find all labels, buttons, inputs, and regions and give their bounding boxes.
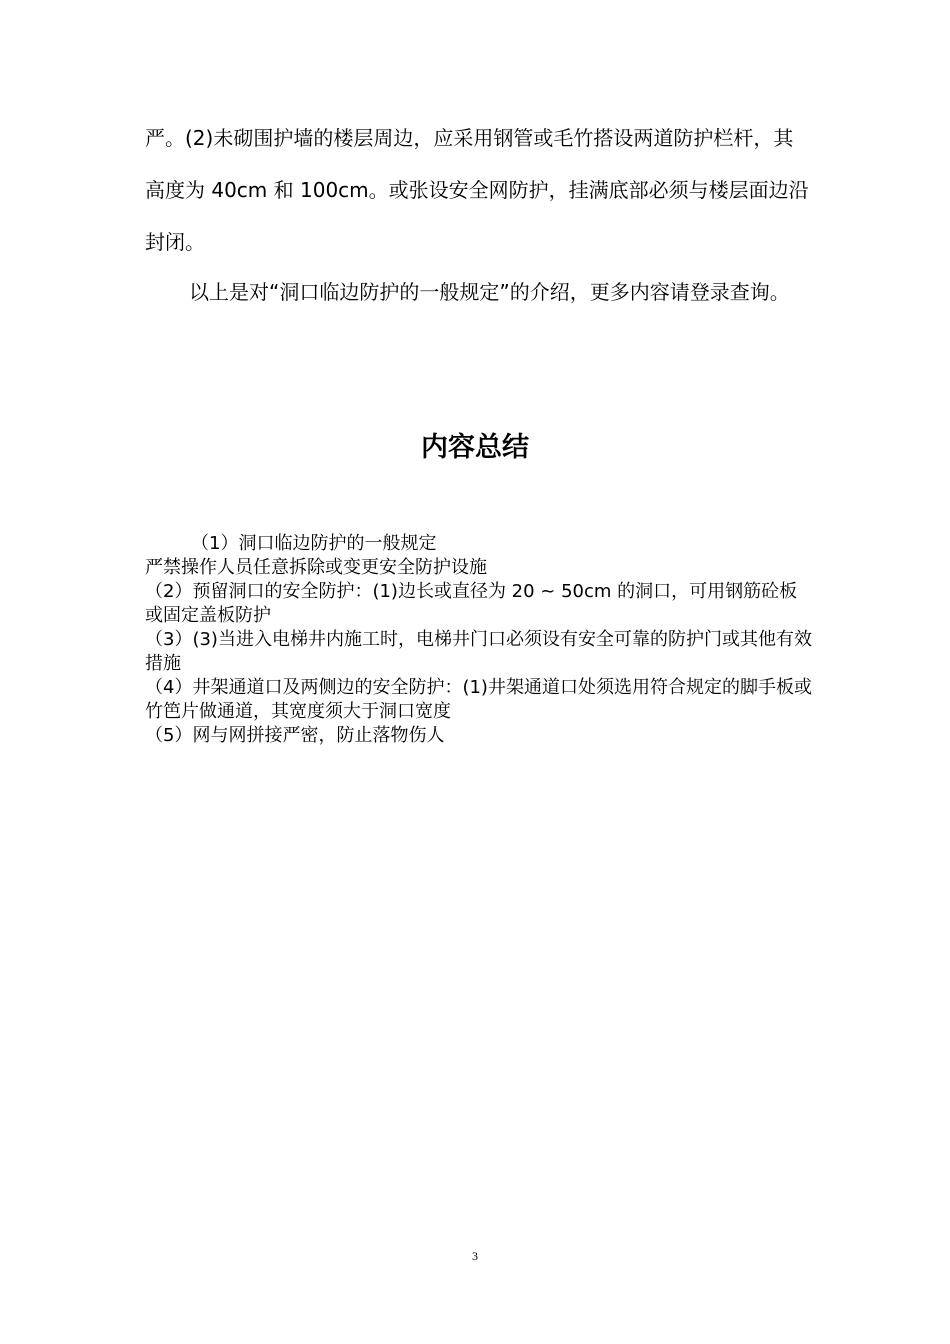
summary-line: （2）预留洞口的安全防护：(1)边长或直径为 20 ~ 50cm 的洞口，可用钢筋砼板或固定盖板防护	[145, 581, 798, 626]
body-paragraph-continued: 严。(2)未砌围护墙的楼层周边，应采用钢管或毛竹搭设两道防护栏杆，其高度为 40cm 和 100cm。或张设安全网防护，挂满底部必须与楼层面边沿封闭。	[145, 126, 809, 254]
summary-line: （1）洞口临边防护的一般规定	[191, 533, 437, 554]
summary-line: （4）井架通道口及两侧边的安全防护：(1)井架通道口处须选用符合规定的脚手板或竹笆片做通道，其宽度须大于洞口宽度	[145, 677, 812, 722]
summary-list	[145, 532, 813, 748]
summary-line: （3）(3)当进入电梯井内施工时，电梯井门口必须设有安全可靠的防护门或其他有效措施	[145, 629, 812, 674]
summary-heading: 内容总结	[421, 432, 529, 463]
summary-line: 严禁操作人员任意拆除或变更安全防护设施	[145, 557, 487, 578]
body-paragraph-closing: 以上是对“洞口临边防护的一般规定”的介绍，更多内容请登录查询。	[189, 280, 790, 304]
summary-line: （5）网与网拼接严密，防止落物伤人	[145, 725, 445, 746]
page-number: 3	[472, 1249, 478, 1263]
